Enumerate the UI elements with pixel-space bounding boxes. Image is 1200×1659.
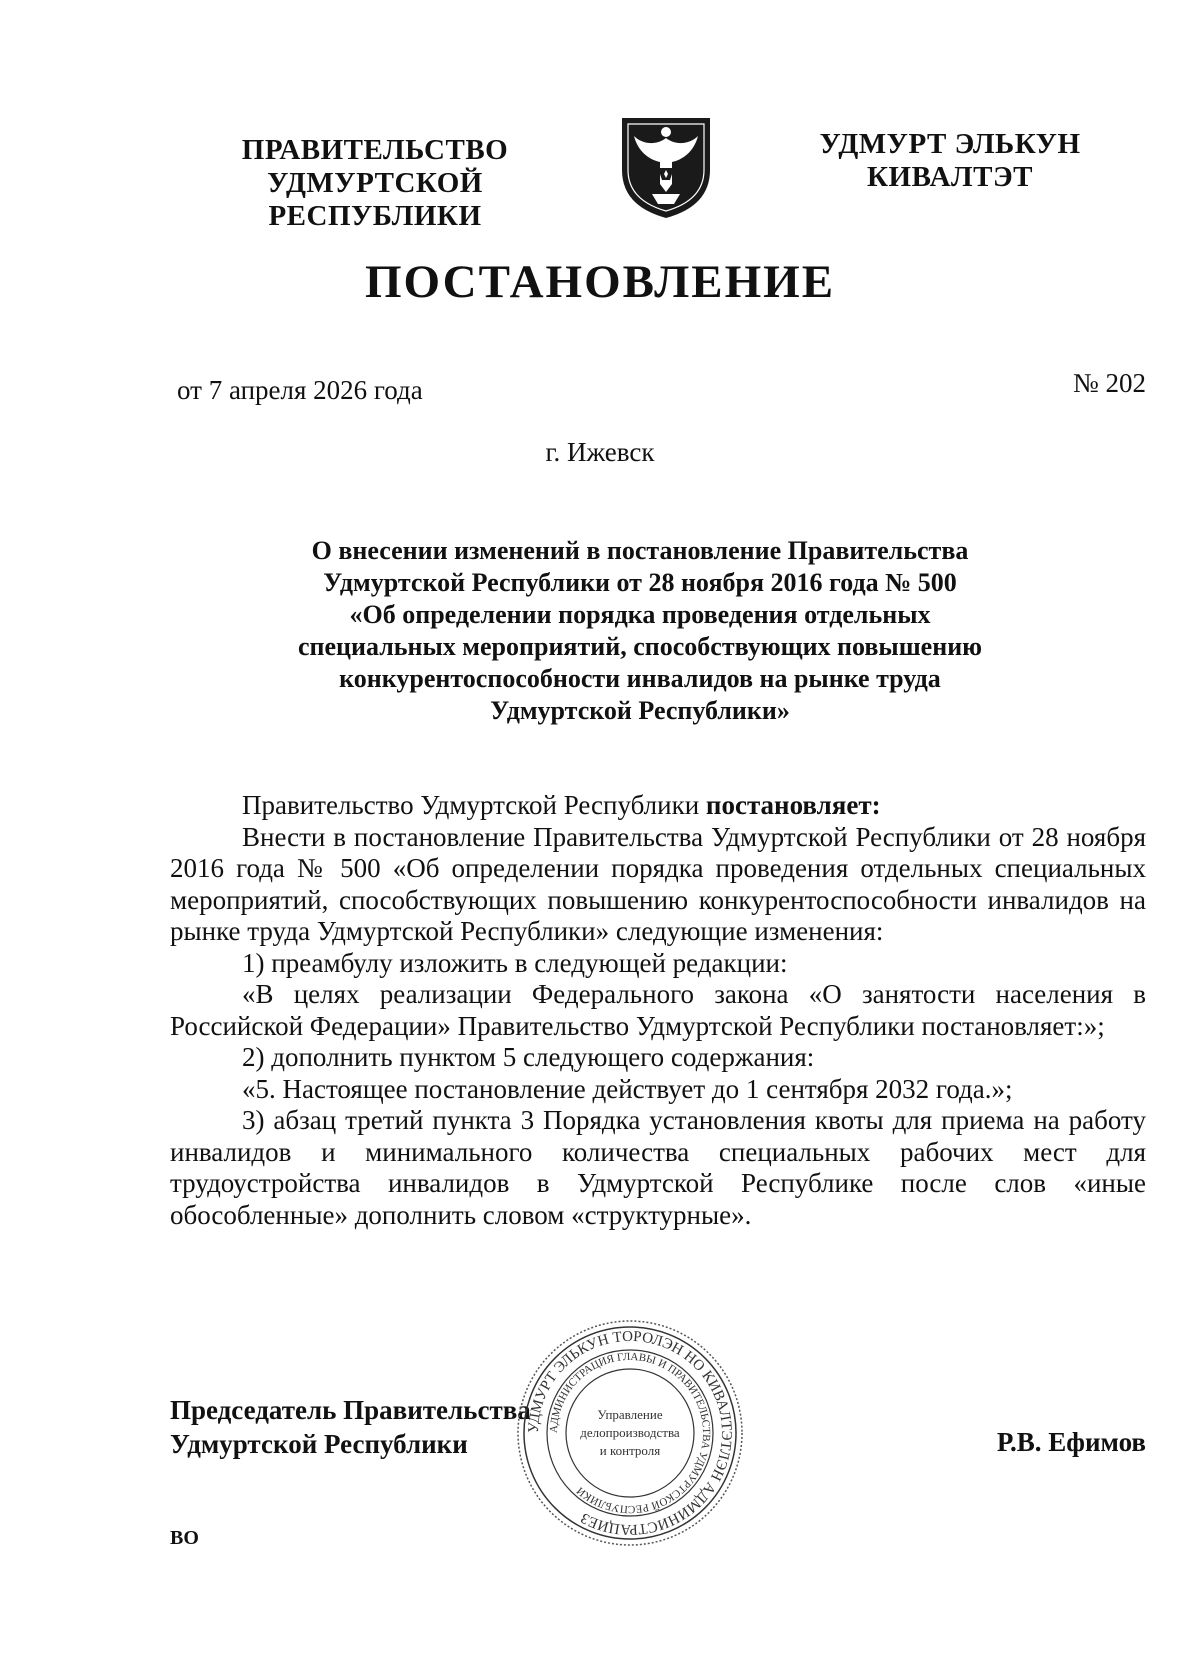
- header-right-line2: КИВАЛТЭТ: [866, 161, 1033, 193]
- signatory-role: [170, 1393, 531, 1461]
- signatory-role-line1: Председатель Правительства: [170, 1395, 531, 1425]
- stamp-inner-ring-text: АДМИНИСТРАЦИЯ ГЛАВЫ И ПРАВИТЕЛЬСТВА УДМУРТСКОЙ РЕСПУБЛИКИ: [547, 1350, 713, 1516]
- body-paragraph: 3) абзац третий пункта 3 Порядка установления квоты для приема на работу инвалидов и минимального количества специальных рабочих мест для трудоустройства инвалидов в Удмуртской Республике после слов «иные обособленные» дополнить словом «структурные».: [170, 1105, 1146, 1230]
- header-left-line1: ПРАВИТЕЛЬСТВО: [241, 134, 509, 166]
- title-line: специальных мероприятий, способствующих повышению: [297, 632, 983, 661]
- document-body: [170, 790, 1146, 1231]
- official-stamp: [510, 1313, 750, 1553]
- body-paragraph: 2) дополнить пунктом 5 следующего содержания:: [242, 1042, 815, 1072]
- document-city: г. Ижевск: [545, 437, 655, 467]
- body-intro: [170, 790, 1146, 822]
- signatory-role-line2: Удмуртской Республики: [170, 1429, 468, 1459]
- signatory-name: Р.В. Ефимов: [996, 1427, 1146, 1457]
- title-line: «Об определении порядка проведения отдельных: [349, 600, 931, 629]
- body-paragraph: Внести в постановление Правительства Удмуртской Республики от 28 ноября 2016 года № 500 «Об определении порядка проведения отдельных специальных мероприятий, способствующих повышению конкурентоспособности инвалидов на рынке труда Удмуртской Республики» следующие изменения:: [170, 821, 1146, 946]
- executor-initials: ВО: [170, 1527, 199, 1549]
- header-right-line1: УДМУРТ ЭЛЬКУН: [819, 128, 1081, 160]
- udmurt-coat-of-arms-icon: [612, 110, 720, 222]
- body-paragraph: 1) преамбулу изложить в следующей редакции:: [242, 947, 788, 978]
- title-line: Удмуртской Республики от 28 ноября 2016 года № 500: [323, 568, 957, 597]
- header-right: [790, 128, 1110, 194]
- body-intro-decree: постановляет:: [705, 790, 881, 820]
- document-title: [240, 535, 1040, 727]
- stamp-outer-ring-text: УДМУРТ ЭЛЬКУН ТОРОЛЭН НО КИВАЛТЭТЛЭН АДМИНИСТРАЦИЕЗ: [525, 1328, 735, 1538]
- stamp-center-line1: Управление: [597, 1407, 663, 1422]
- stamp-center-line2: делопроизводства: [580, 1425, 680, 1440]
- header-left: [160, 134, 590, 233]
- document-type: ПОСТАНОВЛЕНИЕ: [364, 256, 836, 308]
- title-line: О внесении изменений в постановление Правительства: [311, 536, 969, 565]
- body-paragraph: «В целях реализации Федерального закона «О занятости населения в Российской Федерации» Правительство Удмуртской Республики постановляет:»;: [170, 979, 1146, 1041]
- title-line: конкурентоспособности инвалидов на рынке труда: [339, 664, 941, 693]
- document-number: № 202: [1072, 368, 1146, 398]
- header-left-line2: УДМУРТСКОЙ РЕСПУБЛИКИ: [267, 167, 483, 232]
- title-line: Удмуртской Республики»: [490, 696, 790, 725]
- body-paragraph: «5. Настоящее постановление действует до 1 сентября 2032 года.»;: [242, 1073, 1013, 1104]
- body-intro-text: Правительство Удмуртской Республики: [242, 790, 706, 820]
- stamp-center-line3: и контроля: [599, 1443, 661, 1458]
- document-date: от 7 апреля 2026 года: [177, 375, 423, 405]
